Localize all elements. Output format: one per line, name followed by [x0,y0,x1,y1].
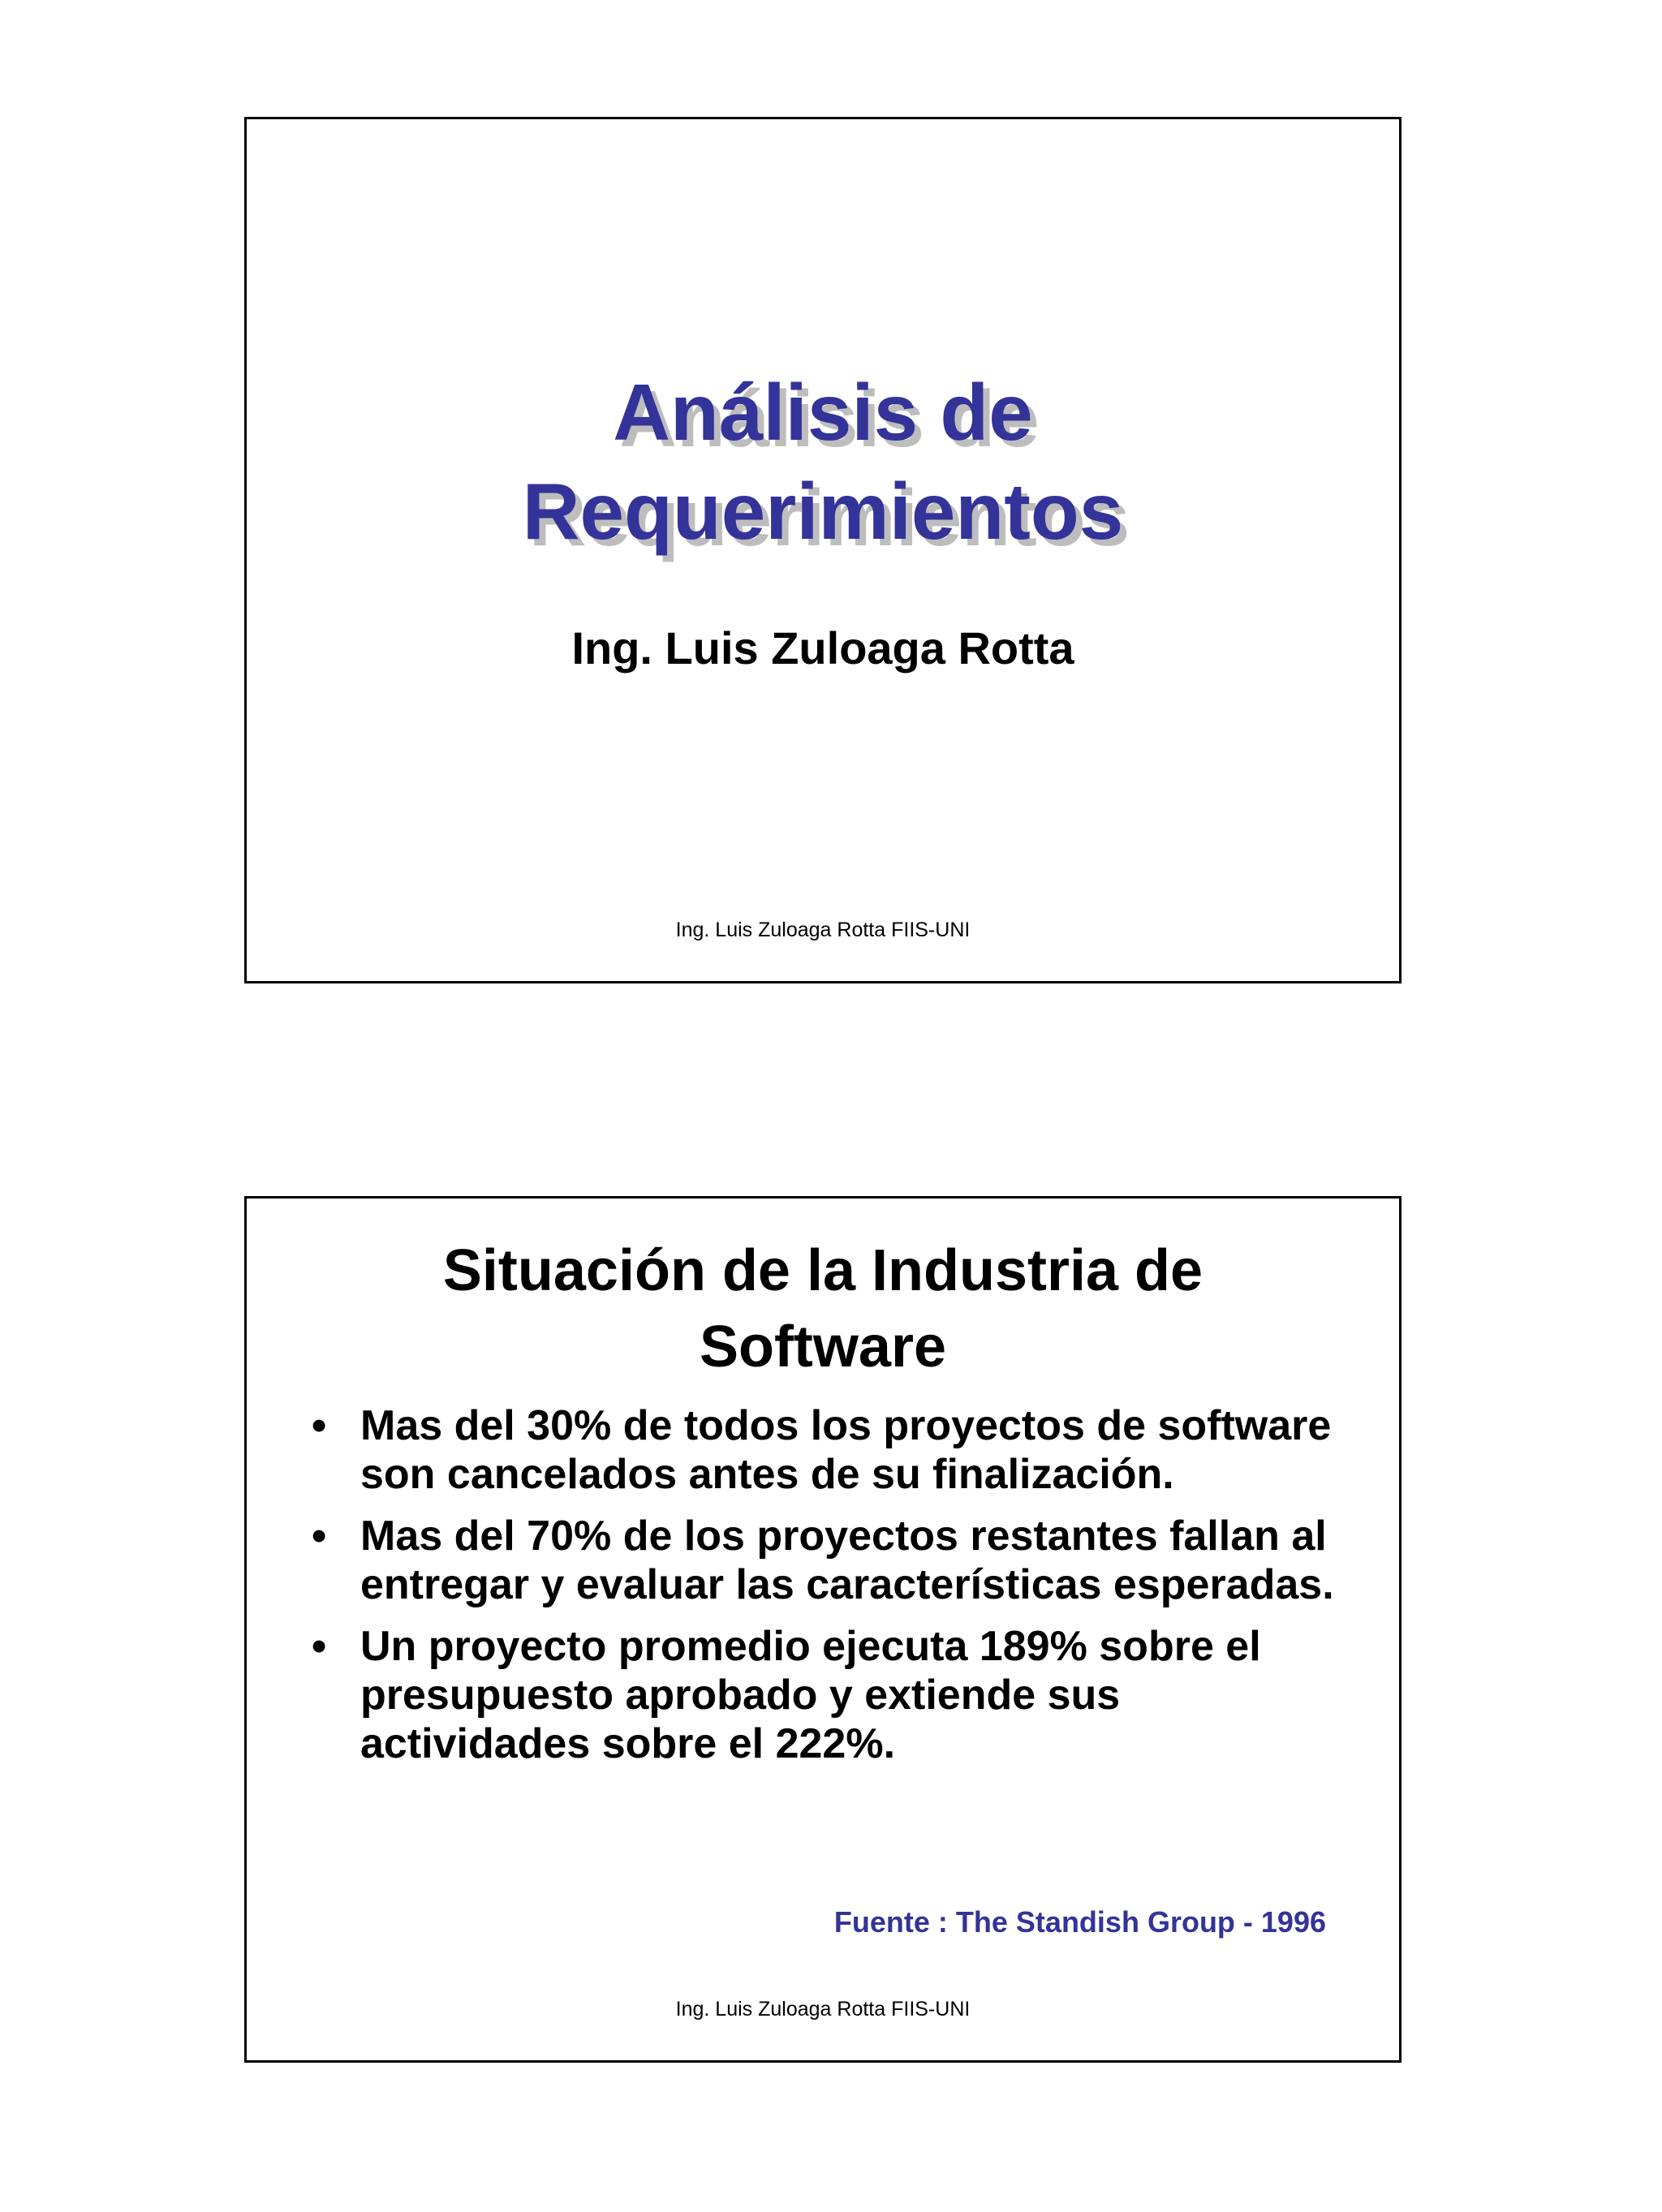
bullet-text: Mas del 30% de todos los proyectos de software son cancelados antes de su finalización. [360,1402,1332,1498]
slide-1-footer: Ing. Luis Zuloaga Rotta FIIS-UNI [675,919,971,941]
bullet-icon: • [312,1623,327,1670]
bullet-item [312,1512,1350,1609]
source-citation: Fuente : The Standish Group - 1996 [833,1905,1326,1939]
slide-1-title-line-2: Requerimientos [522,467,1124,556]
slide-2-title-line-1: Situación de la Industria de [442,1238,1203,1303]
slide-1-title [247,363,1399,561]
bullet-icon: • [312,1402,327,1449]
slide-2 [244,1196,1402,2063]
slide-1 [244,117,1402,983]
slide-2-title [247,1233,1399,1385]
slide-1-author: Ing. Luis Zuloaga Rotta [571,622,1074,673]
slide-2-title-line-2: Software [699,1315,947,1379]
bullet-item [312,1401,1350,1499]
slide-2-footer: Ing. Luis Zuloaga Rotta FIIS-UNI [675,1998,971,2020]
bullet-text: Mas del 70% de los proyectos restantes fallan al entregar y evaluar las características esperadas. [360,1513,1334,1608]
slide-1-title-line-1: Análisis de [613,368,1033,457]
bullet-text: Un proyecto promedio ejecuta 189% sobre el presupuesto aprobado y extiende sus actividades sobre el 222%. [360,1623,1261,1767]
bullet-icon: • [312,1513,327,1560]
bullet-list [312,1401,1350,1781]
bullet-item [312,1622,1350,1768]
